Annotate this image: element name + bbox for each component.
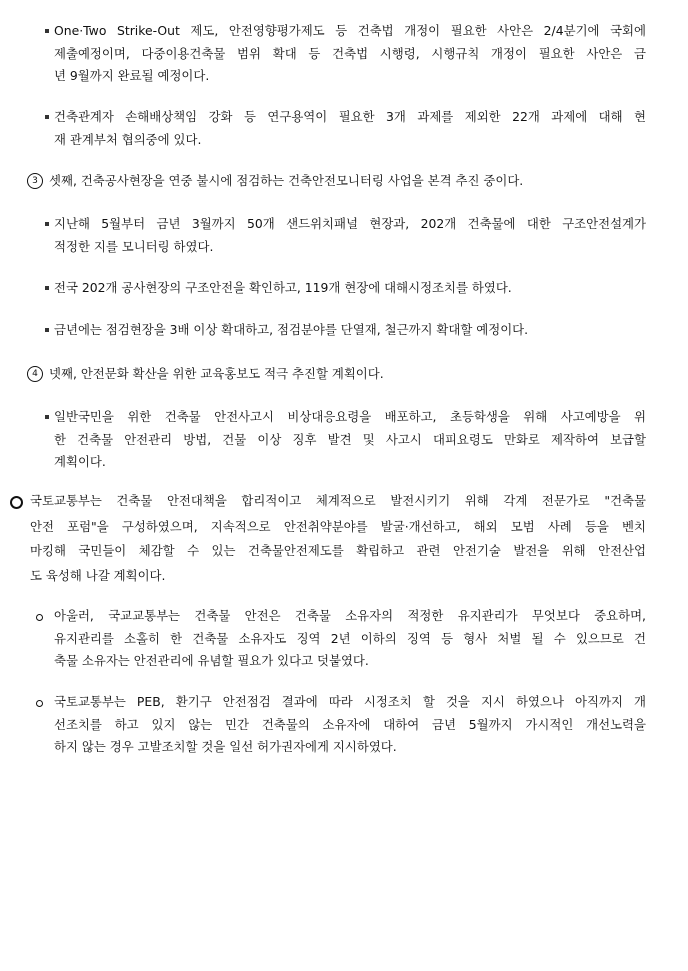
small-circle-bullet-icon — [36, 614, 43, 621]
text-line: 유지관리를 소홀히 한 건축물 소유자도 징역 2년 이하의 징역 등 형사 처벌 될 수 있으므로 건 — [54, 630, 646, 646]
text-line: 선조치를 하고 있지 않는 민간 건축물의 소유자에 대하여 금년 5월까지 가시적인 개선노력을 — [54, 716, 646, 732]
sub-paragraph-1 — [54, 605, 646, 673]
bullet-paragraph-5 — [54, 319, 646, 342]
text-line: 지난해 5월부터 금년 3월까지 50개 샌드위치패널 현장과, 202개 건축물에 대한 구조안전설계가 — [54, 216, 646, 231]
text-line: 재 관계부처 협의중에 있다. — [54, 131, 202, 147]
sub-paragraph-2 — [54, 691, 646, 759]
text-line: 국토교통부는 건축물 안전대책을 합리적이고 체계적으로 발전시키기 위해 각계 전문가로 "건축물 — [30, 493, 646, 508]
text-line: 금년에는 점검현장을 3배 이상 확대하고, 점검분야를 단열재, 철근까지 확대할 예정이다. — [54, 322, 529, 337]
bullet-paragraph-1 — [54, 20, 646, 88]
text-line: 안전 포럼"을 구성하였으며, 지속적으로 안전취약분야를 발굴·개선하고, 해외 모범 사례 등을 벤치 — [30, 519, 646, 534]
text-line: 적정한 지를 모니터링 하였다. — [54, 238, 214, 254]
main-paragraph-continued — [30, 515, 646, 588]
text-line: 하지 않는 경우 고발조치할 것을 일선 허가권자에게 지시하였다. — [54, 739, 397, 754]
bullet-paragraph-4 — [54, 277, 646, 300]
text-line: 전국 202개 공사현장의 구조안전을 확인하고, 119개 현장에 대해시정조치를 하였다. — [54, 280, 512, 295]
main-paragraph — [30, 490, 646, 513]
text-line: 국토교통부는 PEB, 환기구 안전점검 결과에 따라 시정조치 할 것을 지시 하였으나 아직까지 개 — [54, 694, 646, 709]
square-bullet-icon — [45, 29, 49, 33]
text-line: 넷째, 안전문화 확산을 위한 교육홍보도 적극 추진할 계획이다. — [49, 366, 384, 381]
text-line: 도 육성해 나갈 계획이다. — [30, 567, 166, 583]
square-bullet-icon — [45, 115, 49, 119]
text-line: 셋째, 건축공사현장을 연중 불시에 점검하는 건축안전모니터링 사업을 본격 추진 중이다. — [49, 173, 524, 188]
text-line: 아울러, 국교교통부는 건축물 안전은 건축물 소유자의 적정한 유지관리가 무엇보다 중요하며, — [54, 608, 646, 623]
text-line: 한 건축물 안전관리 방법, 건물 이상 징후 발견 및 사고시 대피요령도 만화로 제작하여 보급할 — [54, 431, 646, 447]
bullet-paragraph-6 — [54, 406, 646, 474]
text-line: One·Two Strike-Out 제도, 안전영향평가제도 등 건축법 개정이 필요한 사안은 2/4분기에 국회에 — [54, 23, 646, 38]
text-line: 마킹해 국민들이 체감할 수 있는 건축물안전제도를 확립하고 관련 안전기술 발전을 위해 안전산업 — [30, 543, 646, 559]
text-line: 일반국민을 위한 건축물 안전사고시 비상대응요령을 배포하고, 초등학생을 위해 사고예방을 위 — [54, 409, 646, 424]
square-bullet-icon — [45, 286, 49, 290]
section-heading-4 — [49, 363, 649, 386]
text-line: 제출예정이며, 다중이용건축물 범위 확대 등 건축법 시행령, 시행규칙 개정이 필요한 사안은 금 — [54, 45, 646, 61]
circled-number-4-icon: 4 — [27, 366, 43, 382]
square-bullet-icon — [45, 415, 49, 419]
text-line: 축물 소유자는 안전관리에 유념할 필요가 있다고 덧붙였다. — [54, 653, 369, 668]
bullet-paragraph-3 — [54, 213, 646, 258]
large-circle-bullet-icon — [10, 496, 23, 509]
circled-number-3-icon: 3 — [27, 173, 43, 189]
square-bullet-icon — [45, 328, 49, 332]
small-circle-bullet-icon — [36, 700, 43, 707]
text-line: 계획이다. — [54, 454, 106, 469]
section-heading-3 — [49, 170, 649, 193]
square-bullet-icon — [45, 222, 49, 226]
text-line: 건축관계자 손해배상책임 강화 등 연구용역이 필요한 3개 과제를 제외한 22개 과제에 대해 현 — [54, 109, 646, 124]
bullet-paragraph-2 — [54, 106, 646, 151]
text-line: 년 9월까지 완료될 예정이다. — [54, 68, 210, 83]
